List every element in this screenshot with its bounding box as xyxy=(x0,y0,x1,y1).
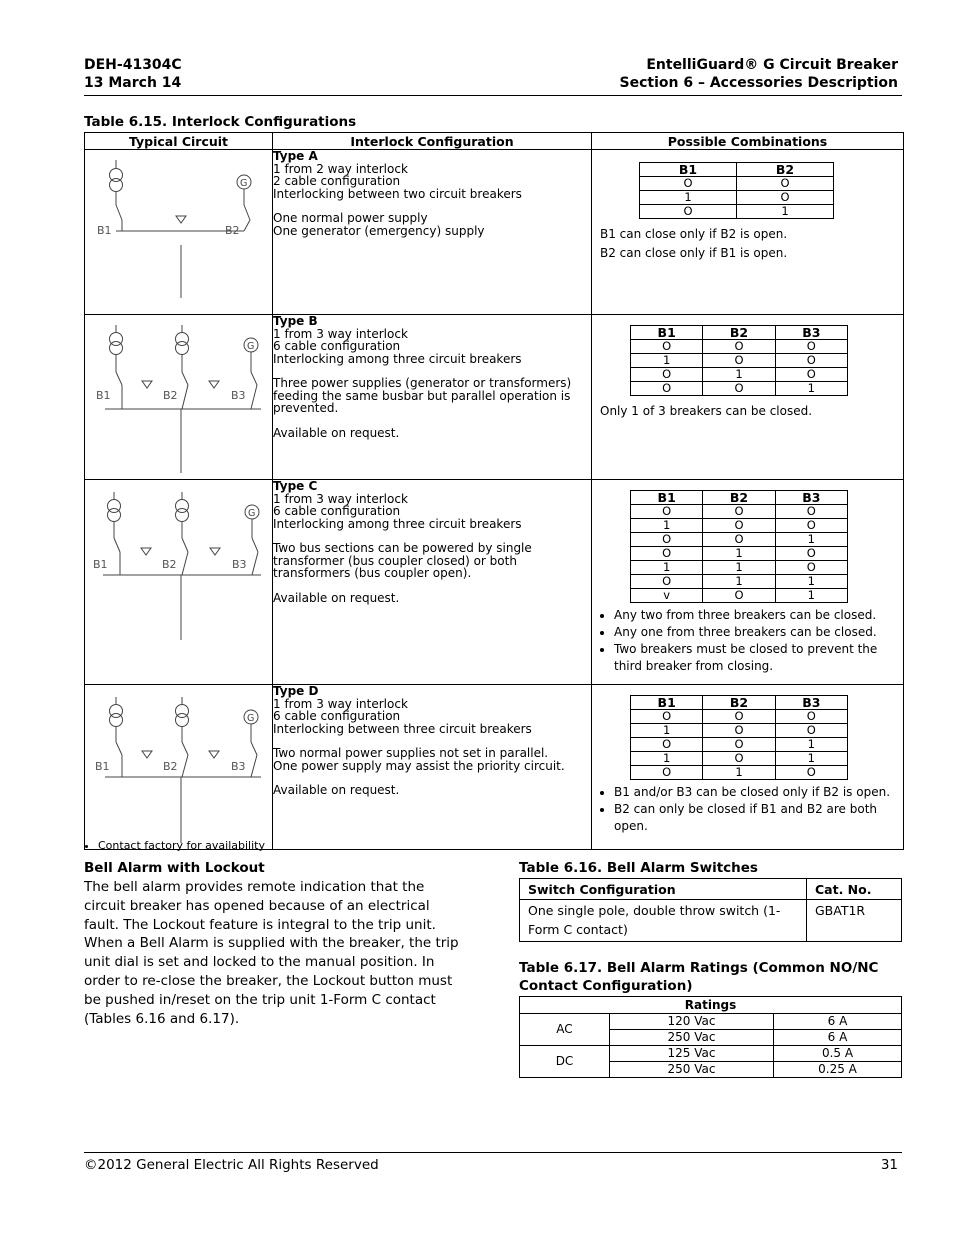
diagram-label-b3: B3 xyxy=(232,558,247,571)
page-number: 31 xyxy=(880,1157,898,1173)
config-description: feeding the same busbar but parallel operation is xyxy=(273,388,571,403)
combo-table-type-b: B1 B2 B3 O O O 1 O O O 1 O O O 1 xyxy=(630,325,848,396)
doc-id: DEH-41304C xyxy=(84,57,182,73)
combo-row: O O xyxy=(640,177,834,191)
availability-note: Available on request. xyxy=(273,425,400,440)
switch-config-value: One single pole, double throw switch (1-Form C contact) xyxy=(520,900,807,942)
possible-combinations-cell xyxy=(592,150,904,315)
col-header-cat-no: Cat. No. xyxy=(807,879,902,900)
interlock-type-label: Type D xyxy=(273,684,319,698)
combo-row: O O 1 xyxy=(631,382,848,396)
bell-alarm-switches-table xyxy=(519,878,902,942)
combo-table-type-d: B1 B2 B3 O O O 1 O O O O 1 1 O 1 O 1 O xyxy=(630,695,848,780)
config-line: 1 from 3 way interlock xyxy=(273,491,408,506)
combo-row: 1 1 O xyxy=(631,561,848,575)
config-description: Two normal power supplies not set in parallel. xyxy=(273,746,549,760)
table-row-type-c xyxy=(85,480,904,685)
bell-alarm-ratings-table xyxy=(519,996,902,1078)
combo-row: 1 O xyxy=(640,191,834,205)
possible-combinations-cell xyxy=(592,685,904,850)
current-type-dc: DC xyxy=(520,1046,610,1078)
config-line: 1 from 3 way interlock xyxy=(273,326,408,341)
header-left xyxy=(84,56,182,92)
combo-row: O 1 O xyxy=(631,368,848,382)
diagram-label-g: G xyxy=(247,341,255,352)
interlock-config-cell xyxy=(273,685,592,850)
possible-combinations-cell xyxy=(592,315,904,480)
diagram-label-b1: B1 xyxy=(96,389,111,402)
combo-row: O O O xyxy=(631,340,848,354)
config-description: transformer (bus coupler closed) or both xyxy=(273,553,517,568)
combo-row: O 1 O xyxy=(631,766,848,780)
diagram-label-b2: B2 xyxy=(163,760,178,773)
table-footnote xyxy=(84,839,265,852)
table-row-type-d xyxy=(85,685,904,850)
combo-table-type-a xyxy=(639,162,834,219)
footnote-text: • Contact factory for availability xyxy=(98,839,265,852)
combo-row: v O 1 xyxy=(631,589,848,603)
interlock-config-cell xyxy=(273,480,592,685)
col-header-typical-circuit: Typical Circuit xyxy=(85,133,273,150)
config-line: Interlocking between three circuit breakers xyxy=(273,721,532,736)
config-line: 1 from 3 way interlock xyxy=(273,696,408,711)
table-6-17-title: Table 6.17. Bell Alarm Ratings (Common NO/NC Contact Configuration) xyxy=(519,960,879,994)
config-description: One power supply may assist the priority circuit. xyxy=(273,758,565,773)
config-description: prevented. xyxy=(273,401,339,415)
current-value: 6 A xyxy=(774,1014,902,1030)
table-6-15-title: Table 6.15. Interlock Configurations xyxy=(84,114,357,130)
header-divider xyxy=(84,95,902,96)
config-line: 1 from 2 way interlock xyxy=(273,161,408,176)
diagram-label-b1: B1 xyxy=(97,224,112,237)
circuit-diagram-type-a xyxy=(85,150,272,310)
availability-note: Available on request. xyxy=(273,783,400,797)
table-row xyxy=(520,900,902,942)
combo-header: B2 xyxy=(737,163,834,177)
config-line: 6 cable configuration xyxy=(273,709,401,723)
possible-combinations-cell xyxy=(592,480,904,685)
list-item: • B2 can only be closed if B1 and B2 are both open. xyxy=(614,801,903,835)
diagram-label-b3: B3 xyxy=(231,389,246,402)
diagram-label-b2: B2 xyxy=(162,558,177,571)
config-line: Interlocking between two circuit breakers xyxy=(273,186,522,201)
config-line: Interlocking among three circuit breakers xyxy=(273,516,522,531)
combo-row: O 1 1 xyxy=(631,575,848,589)
combo-row: O 1 xyxy=(640,205,834,219)
combo-bullet-list xyxy=(592,784,903,835)
circuit-diagram-type-c xyxy=(85,480,272,680)
combo-row: O O O xyxy=(631,710,848,724)
config-description: Two bus sections can be powered by single xyxy=(273,541,532,555)
diagram-label-g: G xyxy=(247,713,255,724)
cat-no-value: GBAT1R xyxy=(807,900,902,942)
circuit-diagram-cell xyxy=(85,685,273,850)
voltage-value: 250 Vac xyxy=(610,1062,774,1078)
combo-row: O 1 O xyxy=(631,547,848,561)
ratings-header: Ratings xyxy=(520,997,902,1014)
circuit-diagram-cell xyxy=(85,480,273,685)
combo-note: B1 can close only if B2 is open. xyxy=(600,227,788,241)
diagram-label-g: G xyxy=(240,178,248,189)
config-line: Interlocking among three circuit breakers xyxy=(273,351,522,366)
combo-bullet-list xyxy=(592,607,903,675)
combo-header: B1 xyxy=(640,163,737,177)
combo-row: 1 O O xyxy=(631,354,848,368)
table-row xyxy=(520,1014,902,1030)
diagram-label-g: G xyxy=(248,508,256,519)
config-description: transformers (bus coupler open). xyxy=(273,566,472,580)
config-description: Three power supplies (generator or transformers) xyxy=(273,376,572,390)
combo-row: 1 O O xyxy=(631,724,848,738)
col-header-possible-combos: Possible Combinations xyxy=(592,133,904,150)
doc-date: 13 March 14 xyxy=(84,75,182,91)
combo-note: B2 can close only if B1 is open. xyxy=(600,246,788,260)
list-item: • Two breakers must be closed to prevent the third breaker from closing. xyxy=(614,641,903,675)
col-header-interlock-config: Interlock Configuration xyxy=(273,133,592,150)
combo-row: O O 1 xyxy=(631,738,848,752)
combo-note: Only 1 of 3 breakers can be closed. xyxy=(600,404,813,418)
copyright: ©2012 General Electric All Rights Reserved xyxy=(84,1157,379,1173)
footer-divider xyxy=(84,1152,902,1153)
current-value: 0.25 A xyxy=(774,1062,902,1078)
table-row-type-b xyxy=(85,315,904,480)
interlock-config-cell xyxy=(273,315,592,480)
bell-alarm-heading: Bell Alarm with Lockout xyxy=(84,860,265,876)
availability-note: Available on request. xyxy=(273,590,400,605)
combo-row: O O O xyxy=(631,505,848,519)
diagram-label-b3: B3 xyxy=(231,760,246,773)
diagram-label-b1: B1 xyxy=(95,760,110,773)
combo-row: O O 1 xyxy=(631,533,848,547)
voltage-value: 250 Vac xyxy=(610,1030,774,1046)
combo-row: 1 O O xyxy=(631,519,848,533)
diagram-label-b1: B1 xyxy=(93,558,108,571)
circuit-diagram-type-b xyxy=(85,315,272,475)
diagram-label-b2: B2 xyxy=(225,224,240,237)
product-name: EntelliGuard® G Circuit Breaker xyxy=(646,57,898,73)
circuit-diagram-cell xyxy=(85,315,273,480)
interlock-type-label: Type B xyxy=(273,314,318,328)
config-line: 6 cable configuration xyxy=(273,339,401,353)
circuit-diagram-cell xyxy=(85,150,273,315)
interlock-config-cell xyxy=(273,150,592,315)
combo-table-type-c: B1 B2 B3 O O O 1 O O O O 1 O 1 O 1 1 O O 1 1 v O 1 xyxy=(630,490,848,603)
list-item: • B1 and/or B3 can be closed only if B2 is open. xyxy=(614,784,903,801)
config-line: 2 cable configuration xyxy=(273,174,401,188)
interlock-type-label: Type C xyxy=(273,479,318,493)
current-value: 6 A xyxy=(774,1030,902,1046)
list-item: • Any one from three breakers can be closed. xyxy=(614,624,903,641)
voltage-value: 125 Vac xyxy=(610,1046,774,1062)
diagram-label-b2: B2 xyxy=(163,389,178,402)
bell-alarm-body: The bell alarm provides remote indication that the circuit breaker has opened because of an electrical fault. The Lockout feature is integral to the trip unit. When a Bell Alarm is supplied with the breaker, the trip unit dial is set and locked to the manual position. In order to re-close the breaker, the Lockout button must be pushed in/reset on the trip unit 1-Form C contact (Tables 6.16 and 6.17). xyxy=(84,879,459,1027)
header-right xyxy=(620,56,898,92)
config-line: 6 cable configuration xyxy=(273,504,401,518)
table-6-16-title: Table 6.16. Bell Alarm Switches xyxy=(519,860,758,876)
combo-row: 1 O 1 xyxy=(631,752,848,766)
current-value: 0.5 A xyxy=(774,1046,902,1062)
table-row-type-a xyxy=(85,150,904,315)
config-description: One generator (emergency) supply xyxy=(273,223,485,238)
interlock-type-label: Type A xyxy=(273,149,318,163)
voltage-value: 120 Vac xyxy=(610,1014,774,1030)
circuit-diagram-type-d xyxy=(85,685,272,845)
table-row xyxy=(520,1046,902,1062)
config-description: One normal power supply xyxy=(273,211,428,225)
section-name: Section 6 – Accessories Description xyxy=(619,75,898,91)
col-header-switch-config: Switch Configuration xyxy=(520,879,807,900)
interlock-table xyxy=(84,132,904,850)
current-type-ac: AC xyxy=(520,1014,610,1046)
list-item: • Any two from three breakers can be closed. xyxy=(614,607,903,624)
